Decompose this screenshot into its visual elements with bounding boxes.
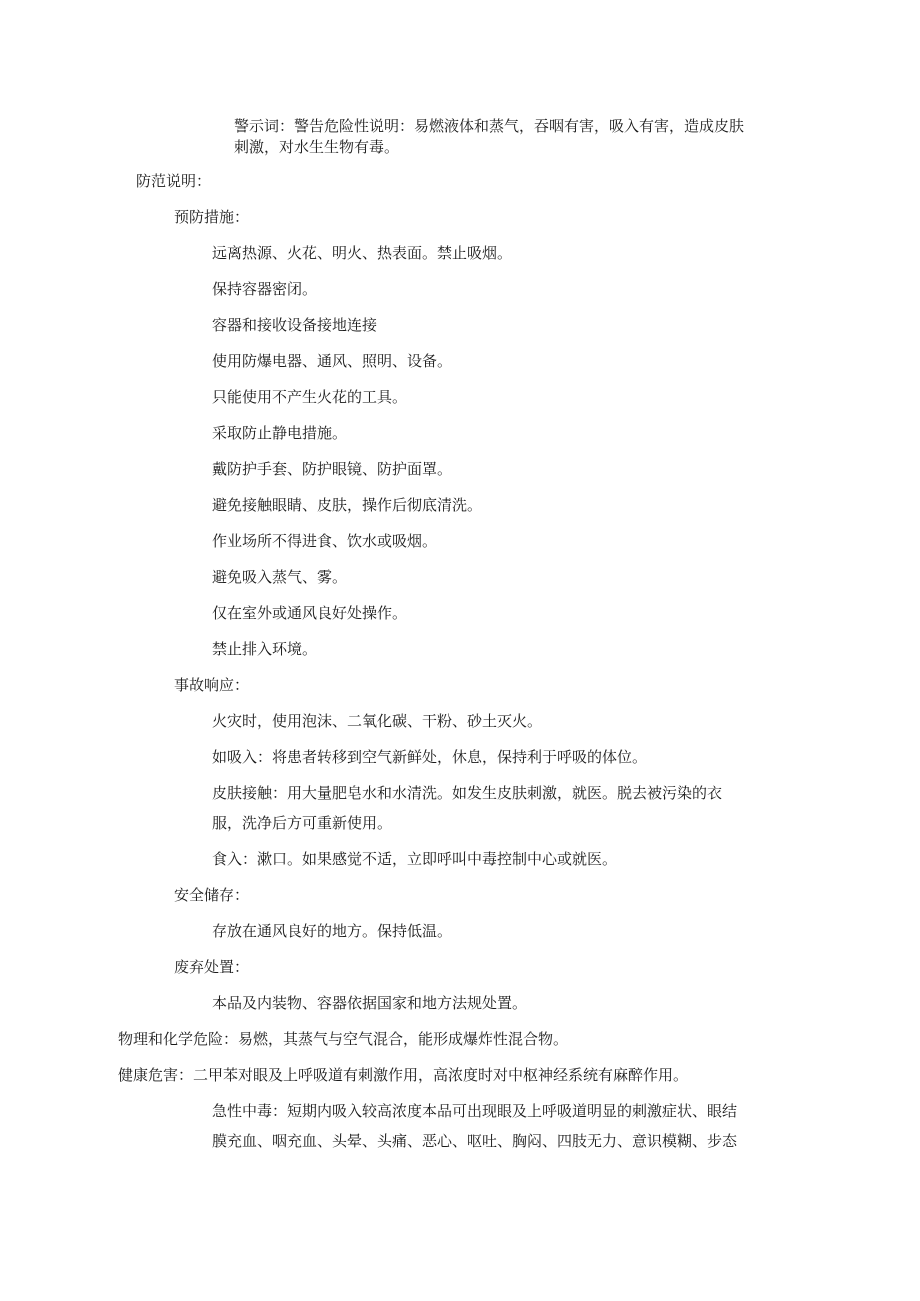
prevention-item: 禁止排入环境。 [212, 640, 318, 658]
storage-text: 存放在通风良好的地方。保持低温。 [212, 922, 453, 940]
acute-line-2: 膜充血、咽充血、头晕、头痛、恶心、呕吐、胸闷、四肢无力、意识模糊、步态 [212, 1132, 738, 1150]
response-skin-line-2: 服，洗净后方可重新使用。 [212, 814, 393, 832]
prevention-item: 容器和接收设备接地连接 [212, 316, 378, 334]
prevention-item: 避免吸入蒸气、雾。 [212, 568, 348, 586]
prevention-item: 仅在室外或通风良好处操作。 [212, 604, 408, 622]
precaution-heading: 防范说明： [136, 172, 212, 190]
disposal-heading: 废弃处置： [174, 958, 250, 976]
response-fire: 火灾时，使用泡沫、二氧化碳、干粉、砂土灭火。 [212, 712, 543, 730]
prevention-item: 作业场所不得进食、饮水或吸烟。 [212, 532, 438, 550]
physchem-hazard: 物理和化学危险：易燃，其蒸气与空气混合，能形成爆炸性混合物。 [118, 1030, 569, 1048]
warning-line-2: 刺激，对水生生物有毒。 [234, 138, 400, 156]
prevention-item: 保持容器密闭。 [212, 280, 318, 298]
prevention-item: 只能使用不产生火花的工具。 [212, 388, 408, 406]
acute-line-1: 急性中毒：短期内吸入较高浓度本品可出现眼及上呼吸道明显的刺激症状、眼结 [212, 1102, 738, 1120]
prevention-item: 远离热源、火花、明火、热表面。禁止吸烟。 [212, 244, 513, 262]
disposal-text: 本品及内装物、容器依据国家和地方法规处置。 [212, 994, 528, 1012]
response-skin-line-1: 皮肤接触：用大量肥皂水和水清洗。如发生皮肤刺激，就医。脱去被污染的衣 [212, 784, 723, 802]
response-ingest: 食入：漱口。如果感觉不适，立即呼叫中毒控制中心或就医。 [212, 850, 618, 868]
warning-line-1: 警示词：警告危险性说明：易燃液体和蒸气，吞咽有害，吸入有害，造成皮肤 [234, 117, 745, 135]
prevention-item: 戴防护手套、防护眼镜、防护面罩。 [212, 460, 453, 478]
health-hazard: 健康危害：二甲苯对眼及上呼吸道有刺激作用，高浓度时对中枢神经系统有麻醉作用。 [118, 1066, 689, 1084]
prevention-item: 避免接触眼睛、皮肤，操作后彻底清洗。 [212, 496, 483, 514]
response-heading: 事故响应： [174, 676, 250, 694]
response-inhale: 如吸入：将患者转移到空气新鲜处，休息，保持利于呼吸的体位。 [212, 748, 648, 766]
storage-heading: 安全储存： [174, 886, 250, 904]
prevention-heading: 预防措施： [174, 208, 250, 226]
prevention-item: 使用防爆电器、通风、照明、设备。 [212, 352, 453, 370]
prevention-item: 采取防止静电措施。 [212, 424, 348, 442]
